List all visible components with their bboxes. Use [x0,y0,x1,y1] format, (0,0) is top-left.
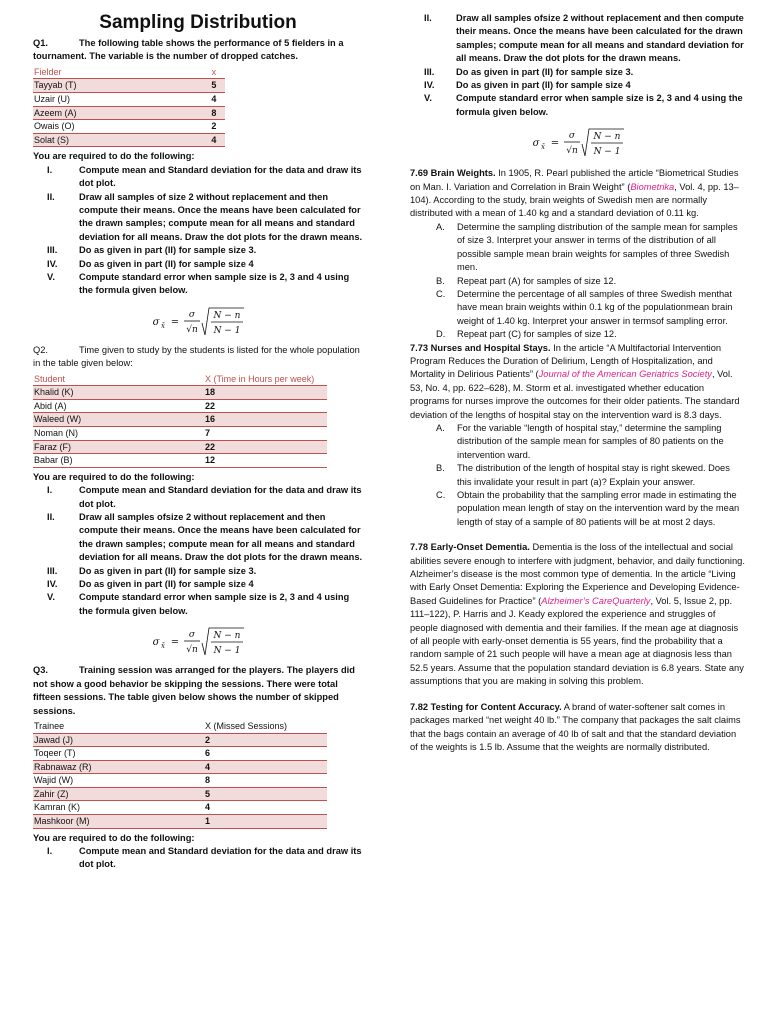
q1-items [33,164,363,298]
problem-7-82: 7.82 Testing for Content Accuracy. A brand of water-softener salt comes in packages marked “net weight 40 lb.” The company that packages the salt claims that the bags contain an average of 40 lb of salt and that the standard deviation of the weights is 1.5 lb. Assume that the weights are normally distributed. [410,701,741,752]
q2-number: Q2. [33,344,48,355]
list-item: II. Draw all samples ofsize 2 without replacement and then compute their means. Once the means have been calculated for the drawn samples; compute mean for all means and standard deviation for all means. Draw the dot plots for the drawn means. [424,13,744,64]
q3-text: Training session was arranged for the players. The players did not show a good behavior be skipping the sessions. There were total fifteen sessions. The table given below shows the number of skipped sessions. [33,665,355,716]
table-cell: Waleed (W) [33,413,204,427]
table-cell: Faraz (F) [33,440,204,454]
problem-7-73: 7.73 Nurses and Hospital Stays. In the article “A Multifactorial Intervention Program Reduces the Duration of Delirium, Length of Hospitalization, and Mortality in Delirious Patients” (Journal of the American Geriatrics Society, Vol. 53, No. 4, pp. 622–628), M. Storm et al. investigated whether education programs for nurses improve the outcomes for their older patients. The standard deviation of the lengths of hospital stay on the intervention ward is 8.3 days. [410,342,740,420]
formula-denominator: √n [186,324,198,335]
q2-header-x: X (Time in Hours per week) [204,373,327,386]
list-item: II. Draw all samples ofsize 2 without replacement and then compute their means. Once the means have been calculated for the drawn samples; compute mean for all means and standard deviation for all means. Draw the dot plots for the drawn means. [47,512,363,563]
table-cell: 2 [204,733,327,747]
table-cell: Wajid (W) [33,774,204,788]
list-item: D. Repeat part (C) for samples of size 12. [436,329,617,340]
q3-header-trainee: Trainee [33,720,204,733]
formula-radical-denominator: N − 1 [213,646,241,657]
table-cell: Khalid (K) [33,386,204,400]
list-item: III. Do as given in part (II) for sample size 3. [424,66,634,77]
table-cell: Noman (N) [33,427,204,441]
table-cell: Toqeer (T) [33,747,204,761]
list-item: C. Determine the percentage of all samples of three Swedish menthat have mean brain weights within 0.1 kg of the populationmean brain weight of 1.40 kg. Interpret your answer in termsof sampling error. [436,288,733,326]
table-cell: 4 [204,801,327,815]
q2-text: Time given to study by the students is listed for the whole population in the table given below: [33,344,360,369]
list-item: I. Compute mean and Standard deviation for the data and draw its dot plot. [47,846,362,870]
formula-radical-denominator: N − 1 [213,325,241,336]
formula-radical-numerator: N − n [213,310,241,321]
q1-intro [33,37,363,64]
formula-subscript: x̄ [161,642,165,651]
formula-denominator: √n [565,146,578,157]
table-cell: 4 [204,760,327,774]
page-title: Sampling Distribution [99,12,297,33]
list-item: III. Do as given in part (II) for sample size 3. [47,245,257,256]
table-cell: 4 [202,133,225,147]
q3-intro [33,664,363,718]
table-cell: 22 [204,440,327,454]
problem-7-78: 7.78 Early-Onset Dementia. Dementia is the loss of the intellectual and social abilities severe enough to interfere with judgment, behavior, and daily functioning. Alzheimer’s disease is the most common type of dementia. In the article “Living with Early Onset Dementia: Exploring the Experience and Developing Evidence-Based Guidelines for Practice” (Alzheimer’s CareQuarterly, Vol. 5, Issue 2, pp. 111–122), P. Harris and J. Keady explored the experience and struggles of people diagnosed with dementia and their families. If the mean age at diagnosis of all people with early-onset dementia is 55 years, find the probability that a random sample of 21 such people will have a mean age at diagnosis less than 52.5 years. Assume that the population standard deviation is 6.8 years. State any assumptions that you are making in solving this problem. [410,542,745,687]
table-cell: Uzair (U) [33,93,202,107]
q3-required: You are required to do the following: [33,832,195,843]
formula-equals: = [170,637,180,649]
q1-text: The following table shows the performance of 5 fielders in a tournament. The variable is the number of dropped catches. [33,38,344,62]
list-item: B. The distribution of the length of hospital stay is right skewed. Does this invalidate your result in part (a)? Explain your answer. [436,463,730,487]
q3-table [33,720,327,829]
table-cell: 8 [202,106,225,120]
table-cell: 5 [202,79,225,93]
formula-equals: = [550,138,559,150]
table-cell: Mashkoor (M) [33,815,204,829]
table-cell: 8 [204,774,327,788]
list-item: A. For the variable “length of hospital stay,” determine the sampling distribution of the sample mean for samples of 80 patients on the intervention ward. [436,422,724,460]
formula-graphic [528,125,628,159]
q2-table [33,373,327,468]
formula-equals: = [170,316,180,328]
table-cell: Tayyab (T) [33,79,202,93]
standard-error-formula [33,304,363,338]
formula-numerator: σ [568,131,575,142]
list-item: C. Obtain the probability that the sampling error made in estimating the population mean length of stay on the intervention ward by the mean length of stay of a sample of 80 patients will be at most 2 days. [436,490,740,527]
q1-header-x: x [202,66,225,79]
table-cell: Babar (B) [33,454,204,468]
q1-header-fielder: Fielder [33,66,202,79]
formula-graphic [148,304,248,338]
table-cell: 2 [202,120,225,134]
table-cell: Abid (A) [33,399,204,413]
list-item: IV. Do as given in part (II) for sample size 4 [47,258,254,269]
formula-subscript: x̄ [540,143,545,152]
q3-items-continued [410,12,745,119]
q1-table [33,66,225,148]
table-cell: Rabnawaz (R) [33,760,204,774]
list-item: V. Compute standard error when sample size is 2, 3 and 4 using the formula given below. [47,272,350,296]
formula-sigma: σ [152,637,160,649]
standard-error-formula [410,125,745,159]
table-cell: 22 [204,399,327,413]
table-cell: Azeem (A) [33,106,202,120]
q2-items [33,484,363,618]
table-cell: Jawad (J) [33,733,204,747]
formula-radical-denominator: N − 1 [593,147,620,158]
formula-radical-numerator: N − n [213,631,241,642]
formula-radical-numerator: N − n [593,132,620,143]
q3-header-x: X (Missed Sessions) [204,720,327,733]
list-item: IV. Do as given in part (II) for sample size 4 [47,579,254,590]
q2-required: You are required to do the following: [33,471,195,482]
table-cell: Owais (O) [33,120,202,134]
problem-7-73-items [410,422,745,529]
problem-7-69-items [410,221,745,342]
table-cell: 6 [204,747,327,761]
left-column [33,0,363,872]
table-cell: 1 [204,815,327,829]
q3-number: Q3. [33,665,48,676]
list-item: A. Determine the sampling distribution of the sample mean for samples of size 3. Interpret your answer in terms of the distribution of all possible sample mean brain weights for samples of three Swedish men. [436,221,738,273]
q2-intro [33,344,363,371]
formula-sigma: σ [532,138,539,150]
table-cell: Zahir (Z) [33,787,204,801]
formula-numerator: σ [188,309,196,320]
list-item: V. Compute standard error when sample size is 2, 3 and 4 using the formula given below. [424,93,743,117]
table-cell: 18 [204,386,327,400]
table-cell: 4 [202,93,225,107]
list-item: IV. Do as given in part (II) for sample size 4 [424,80,631,91]
formula-sigma: σ [152,316,160,328]
table-cell: Kamran (K) [33,801,204,815]
list-item: B. Repeat part (A) for samples of size 12. [436,275,617,286]
table-cell: 5 [204,787,327,801]
list-item: III. Do as given in part (II) for sample size 3. [47,565,257,576]
formula-numerator: σ [188,630,196,641]
q3-items [33,845,363,872]
table-cell: 12 [204,454,327,468]
problem-7-69: 7.69 Brain Weights. In 1905, R. Pearl published the article “Biometrical Studies on Man. I. Variation and Correlation in Brain Weight” (Biometrika, Vol. 4, pp. 13–104). According to the study, brain weights of Swedish men are normally distributed with a mean of 1.40 kg and a standard deviation of 0.11 kg. [410,168,739,219]
right-column [410,12,745,754]
table-cell: 7 [204,427,327,441]
standard-error-formula [33,624,363,658]
table-cell: 16 [204,413,327,427]
q1-required: You are required to do the following: [33,151,195,162]
formula-graphic [148,624,248,658]
q1-number: Q1. [33,38,48,48]
q2-header-student: Student [33,373,204,386]
formula-denominator: √n [186,645,198,656]
list-item: V. Compute standard error when sample size is 2, 3 and 4 using the formula given below. [47,592,350,616]
list-item: II. Draw all samples of size 2 without replacement and then compute their means. Once the means have been calculated for the drawn samples; compute mean for all means and standard deviation for all means. Draw the dot plots for the drawn means. [47,191,363,242]
table-cell: Solat (S) [33,133,202,147]
list-item: I. Compute mean and Standard deviation for the data and draw its dot plot. [47,164,362,189]
formula-subscript: x̄ [161,321,165,330]
list-item: I. Compute mean and Standard deviation for the data and draw its dot plot. [47,485,362,509]
